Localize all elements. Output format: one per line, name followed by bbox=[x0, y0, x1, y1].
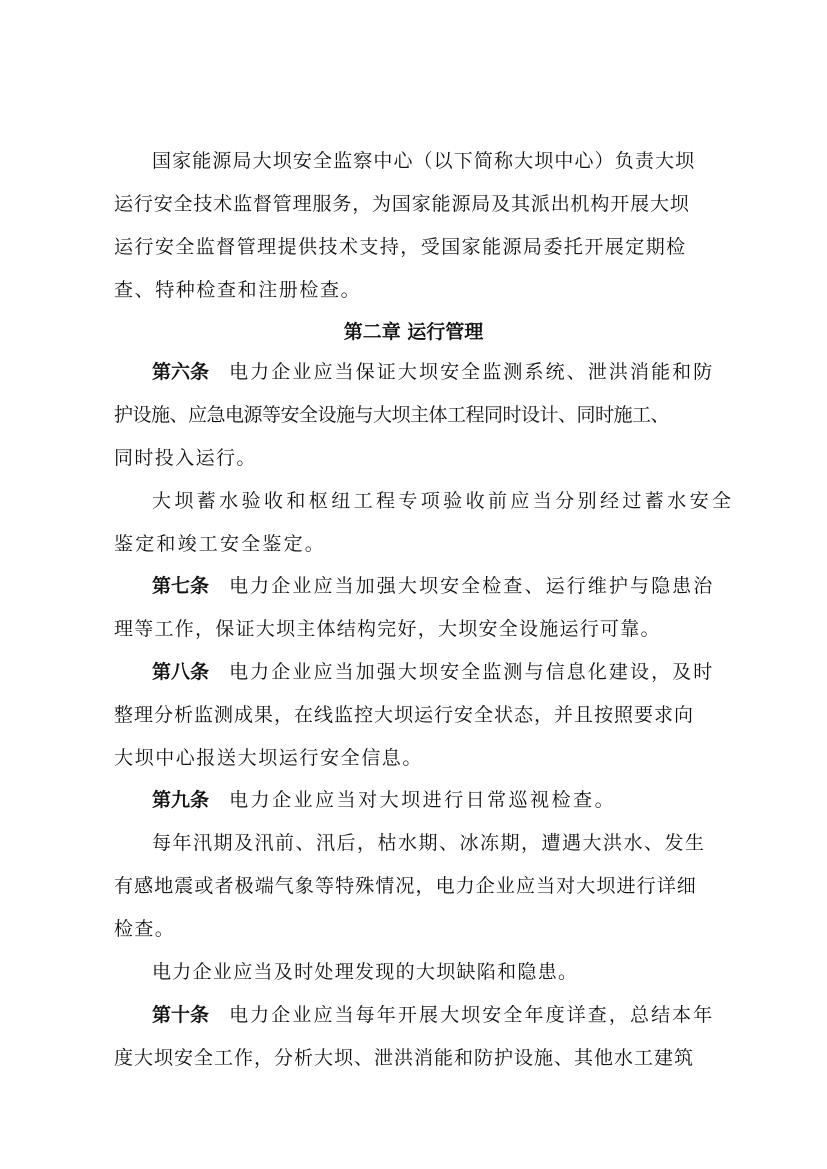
paragraph-line bbox=[0, 780, 827, 820]
paragraph-line bbox=[0, 524, 827, 564]
text-line: 运行安全监督管理提供技术支持，受国家能源局委托开展定期检 bbox=[114, 236, 687, 258]
paragraph-line bbox=[0, 141, 827, 181]
text-line: 度大坝安全工作，分析大坝、泄洪消能和防护设施、其他水工建筑 bbox=[114, 1047, 695, 1069]
paragraph-line bbox=[0, 609, 827, 649]
text-line: 大坝中心报送大坝运行安全信息。 bbox=[114, 747, 424, 769]
article-label: 第七条 bbox=[152, 575, 210, 597]
paragraph-line bbox=[0, 566, 827, 606]
paragraph-line bbox=[0, 652, 827, 692]
text-line: 电力企业应当加强大坝安全检查、运行维护与隐患治 bbox=[229, 575, 715, 597]
paragraph-line bbox=[0, 438, 827, 478]
text-line: 电力企业应当每年开展大坝安全年度详查，总结本年 bbox=[229, 1004, 715, 1026]
article-label: 第六条 bbox=[152, 361, 210, 383]
paragraph-line bbox=[0, 738, 827, 778]
text-line: 鉴定和竣工安全鉴定。 bbox=[114, 533, 327, 555]
text-line: 大坝蓄水验收和枢纽工程专项验收前应当分别经过蓄水安全 bbox=[152, 490, 735, 512]
text-line: 电力企业应当加强大坝安全监测与信息化建设，及时 bbox=[229, 661, 715, 683]
text-line: 有感地震或者极端气象等特殊情况，电力企业应当对大坝进行详细 bbox=[114, 875, 697, 897]
paragraph-line bbox=[0, 909, 827, 949]
article-label: 第八条 bbox=[152, 661, 210, 683]
text-line: 电力企业应当对大坝进行日常巡视检查。 bbox=[229, 789, 617, 811]
text-line: 整理分析监测成果，在线监控大坝运行安全状态，并且按照要求向 bbox=[114, 704, 695, 726]
article-label: 第十条 bbox=[152, 1004, 210, 1026]
paragraph-line bbox=[0, 481, 827, 521]
paragraph-line bbox=[0, 227, 827, 267]
text-line: 电力企业应当及时处理发现的大坝缺陷和隐患。 bbox=[152, 961, 579, 983]
text-line: 检查。 bbox=[114, 918, 176, 940]
text-line: 查、特种检查和注册检查。 bbox=[114, 279, 362, 301]
paragraph-line bbox=[0, 823, 827, 863]
paragraph-line bbox=[0, 270, 827, 310]
text-line: 运行安全技术监督管理服务，为国家能源局及其派出机构开展大坝 bbox=[114, 193, 690, 215]
paragraph-line bbox=[0, 995, 827, 1035]
paragraph-line bbox=[0, 352, 827, 392]
paragraph-line bbox=[0, 395, 827, 435]
text-line: 每年汛期及汛前、汛后，枯水期、冰冻期，遭遇大洪水、发生 bbox=[152, 832, 706, 854]
text-line: 护设施、应急电源等安全设施与大坝主体工程同时设计、同时施工、 bbox=[114, 404, 670, 426]
text-line: 电力企业应当保证大坝安全监测系统、泄洪消能和防 bbox=[229, 361, 715, 383]
paragraph-line bbox=[0, 184, 827, 224]
text-line: 理等工作，保证大坝主体结构完好，大坝安全设施运行可靠。 bbox=[114, 618, 661, 640]
text-line: 同时投入运行。 bbox=[114, 447, 257, 469]
chapter-title: 第二章 运行管理 bbox=[343, 321, 484, 343]
article-label: 第九条 bbox=[152, 789, 210, 811]
paragraph-line bbox=[0, 1038, 827, 1078]
paragraph-line bbox=[0, 866, 827, 906]
paragraph-line bbox=[0, 695, 827, 735]
text-line: 国家能源局大坝安全监察中心（以下简称大坝中心）负责大坝 bbox=[152, 150, 696, 172]
paragraph-line bbox=[0, 952, 827, 992]
